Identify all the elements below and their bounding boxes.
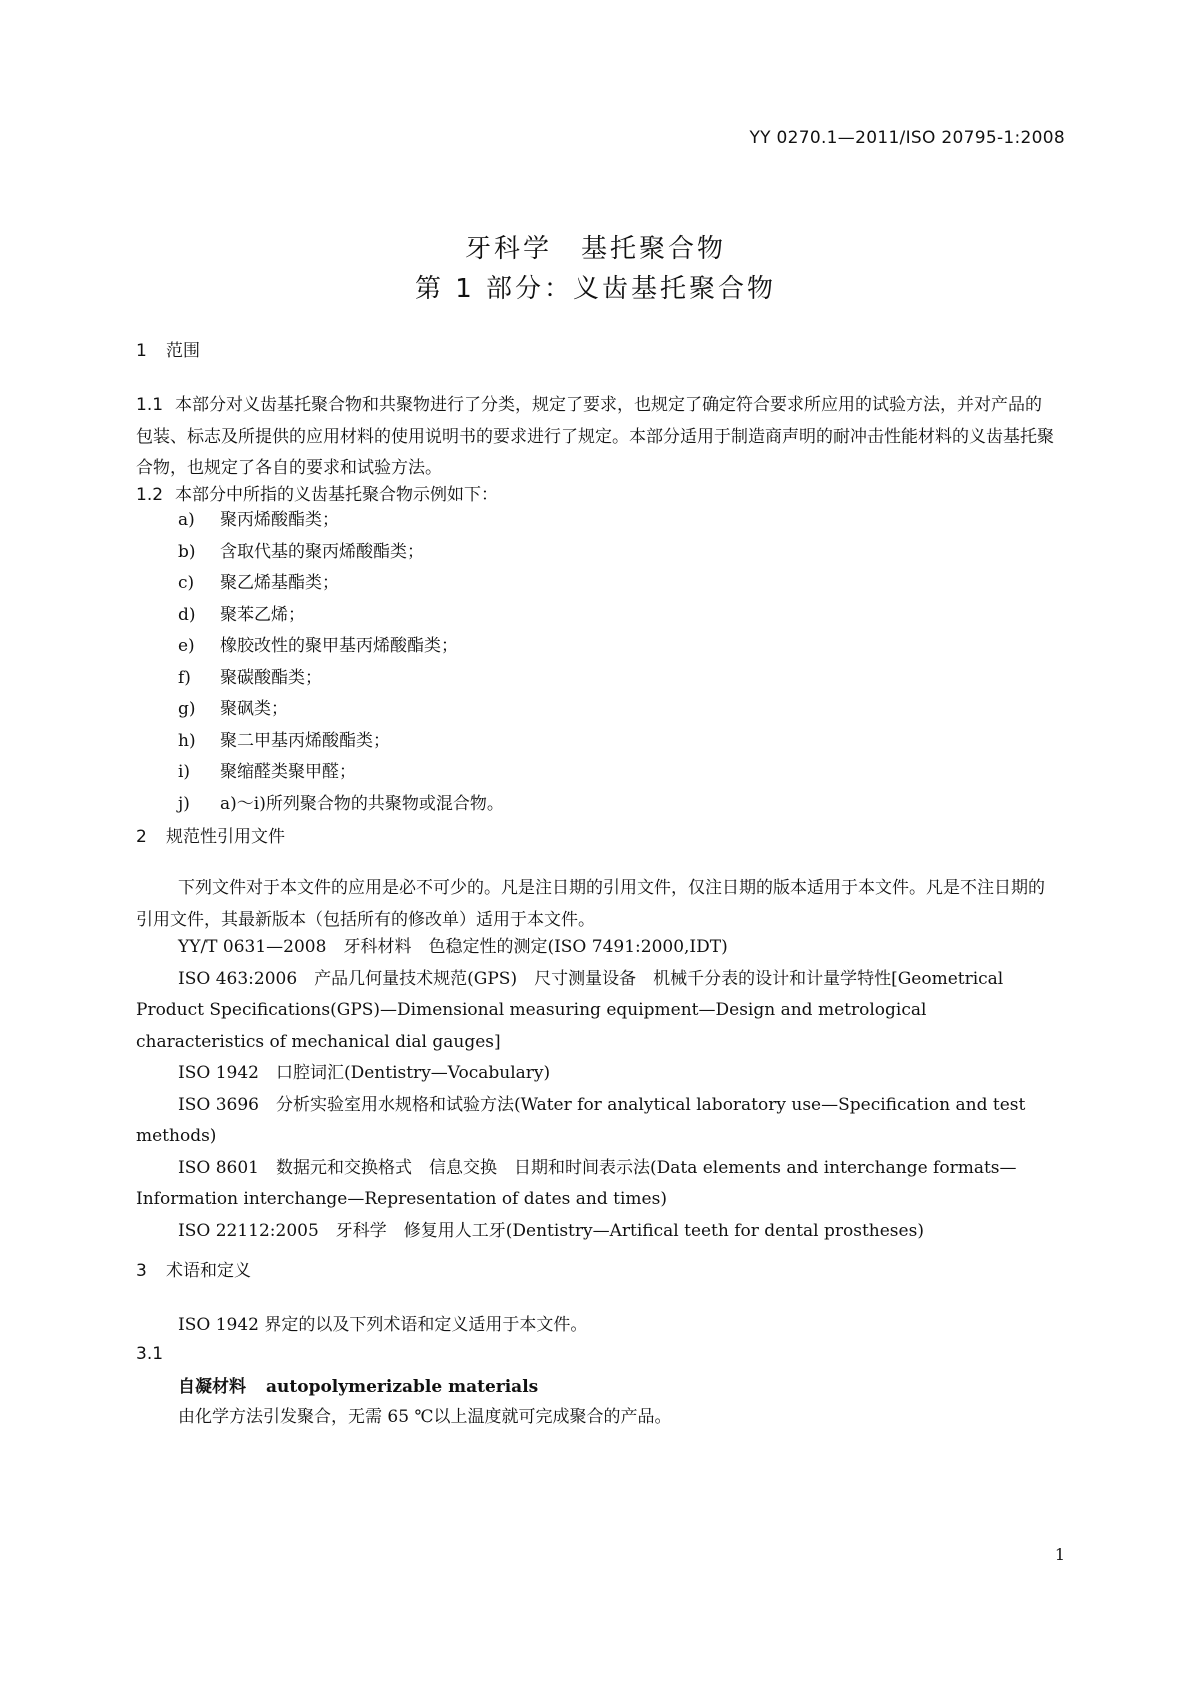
section-3-heading [136,1256,251,1281]
item-label: a) [178,510,195,530]
clause-number: 1.2 [136,485,164,505]
list-item [178,757,504,789]
term-entry [178,1372,538,1397]
list-item [178,726,504,758]
section-2-heading [136,822,285,847]
item-label: j) [178,793,190,814]
item-text: 聚砜类； [220,699,288,719]
section-title: 规范性引用文件 [166,827,285,847]
section-number: 1 [136,341,147,361]
item-label: i) [178,762,191,782]
item-text: 聚丙烯酸酯类； [220,510,339,530]
list-item [178,694,504,726]
term-chinese: 自凝材料 [178,1377,246,1397]
clause-text: 本部分中所指的义齿基托聚合物示例如下： [175,485,499,505]
item-text: a)～i)所列聚合物的共聚物或混合物。 [220,793,504,814]
item-label: g) [178,699,196,719]
item-text: 聚二甲基丙烯酸酯类； [220,730,390,751]
term-english: autopolymerizable materials [266,1377,539,1397]
reference-item: YY/T 0631—2008 牙科材料 色稳定性的测定(ISO 7491:2000,IDT) [178,937,728,957]
item-text: 聚碳酸酯类； [220,667,322,688]
list-item [178,537,504,569]
section-1-heading [136,336,200,361]
item-label: e) [178,636,195,656]
document-title-line2: 第 1 部分：义齿基托聚合物 [414,274,777,304]
item-text: 聚缩醛类聚甲醛； [220,762,356,782]
item-text: 聚乙烯基酯类； [220,573,339,593]
polymer-example-list [178,505,504,820]
item-label: h) [178,730,196,751]
reference-item: ISO 8601 数据元和交换格式 信息交换 日期和时间表示法(Data elements and interchange formats—Information interchange—Representation of dates and times) [136,1157,1017,1209]
list-item [178,600,504,632]
item-label: b) [178,541,196,562]
item-text: 含取代基的聚丙烯酸酯类； [220,541,424,562]
list-item [178,568,504,600]
section-number: 3 [136,1261,147,1281]
section-title: 范围 [166,341,200,361]
page-number: 1 [1054,1545,1065,1564]
item-label: d) [178,604,196,625]
reference-list [136,932,1056,1247]
item-text: 橡胶改性的聚甲基丙烯酸酯类； [220,636,458,656]
reference-item: ISO 3696 分析实验室用水规格和试验方法(Water for analytical laboratory use—Specification and test methods) [136,1094,1026,1146]
term-number: 3.1 [136,1344,164,1364]
document-title-line1: 牙科学 基托聚合物 [464,234,726,264]
item-label: c) [178,573,195,593]
section-2-intro: 下列文件对于本文件的应用是必不可少的。凡是注日期的引用文件，仅注日期的版本适用于本文件。凡是不注日期的引用文件，其最新版本（包括所有的修改单）适用于本文件。 [136,878,1045,930]
clause-1-1 [136,390,1056,485]
reference-item: ISO 1942 口腔词汇(Dentistry—Vocabulary) [178,1063,551,1083]
reference-item: ISO 22112:2005 牙科学 修复用人工牙(Dentistry—Artifical teeth for dental prostheses) [178,1220,924,1241]
section-number: 2 [136,827,147,847]
list-item [178,663,504,695]
term-definition: 由化学方法引发聚合，无需 65 ℃以上温度就可完成聚合的产品。 [178,1407,672,1427]
item-label: f) [178,667,191,688]
section-title: 术语和定义 [166,1261,251,1281]
reference-item: ISO 463:2006 产品几何量技术规范(GPS) 尺寸测量设备 机械千分表的设计和计量学特性[Geometrical Product Specifications(GPS)—Dimensional measuring equipment—Design and metrological characteristics of mechanical dial gauges] [136,968,1004,1052]
list-item [178,631,504,663]
clause-number: 1.1 [136,395,164,415]
clause-text: 本部分对义齿基托聚合物和共聚物进行了分类，规定了要求，也规定了确定符合要求所应用的试验方法，并对产品的包装、标志及所提供的应用材料的使用说明书的要求进行了规定。本部分适用于制造商声明的耐冲击性能材料的义齿基托聚合物，也规定了各自的要求和试验方法。 [136,395,1054,478]
section-3-intro: ISO 1942 界定的以及下列术语和定义适用于本文件。 [178,1315,588,1335]
list-item [178,789,504,821]
standard-code: YY 0270.1—2011/ISO 20795-1:2008 [749,128,1065,148]
list-item [178,505,504,537]
item-text: 聚苯乙烯； [220,604,305,625]
